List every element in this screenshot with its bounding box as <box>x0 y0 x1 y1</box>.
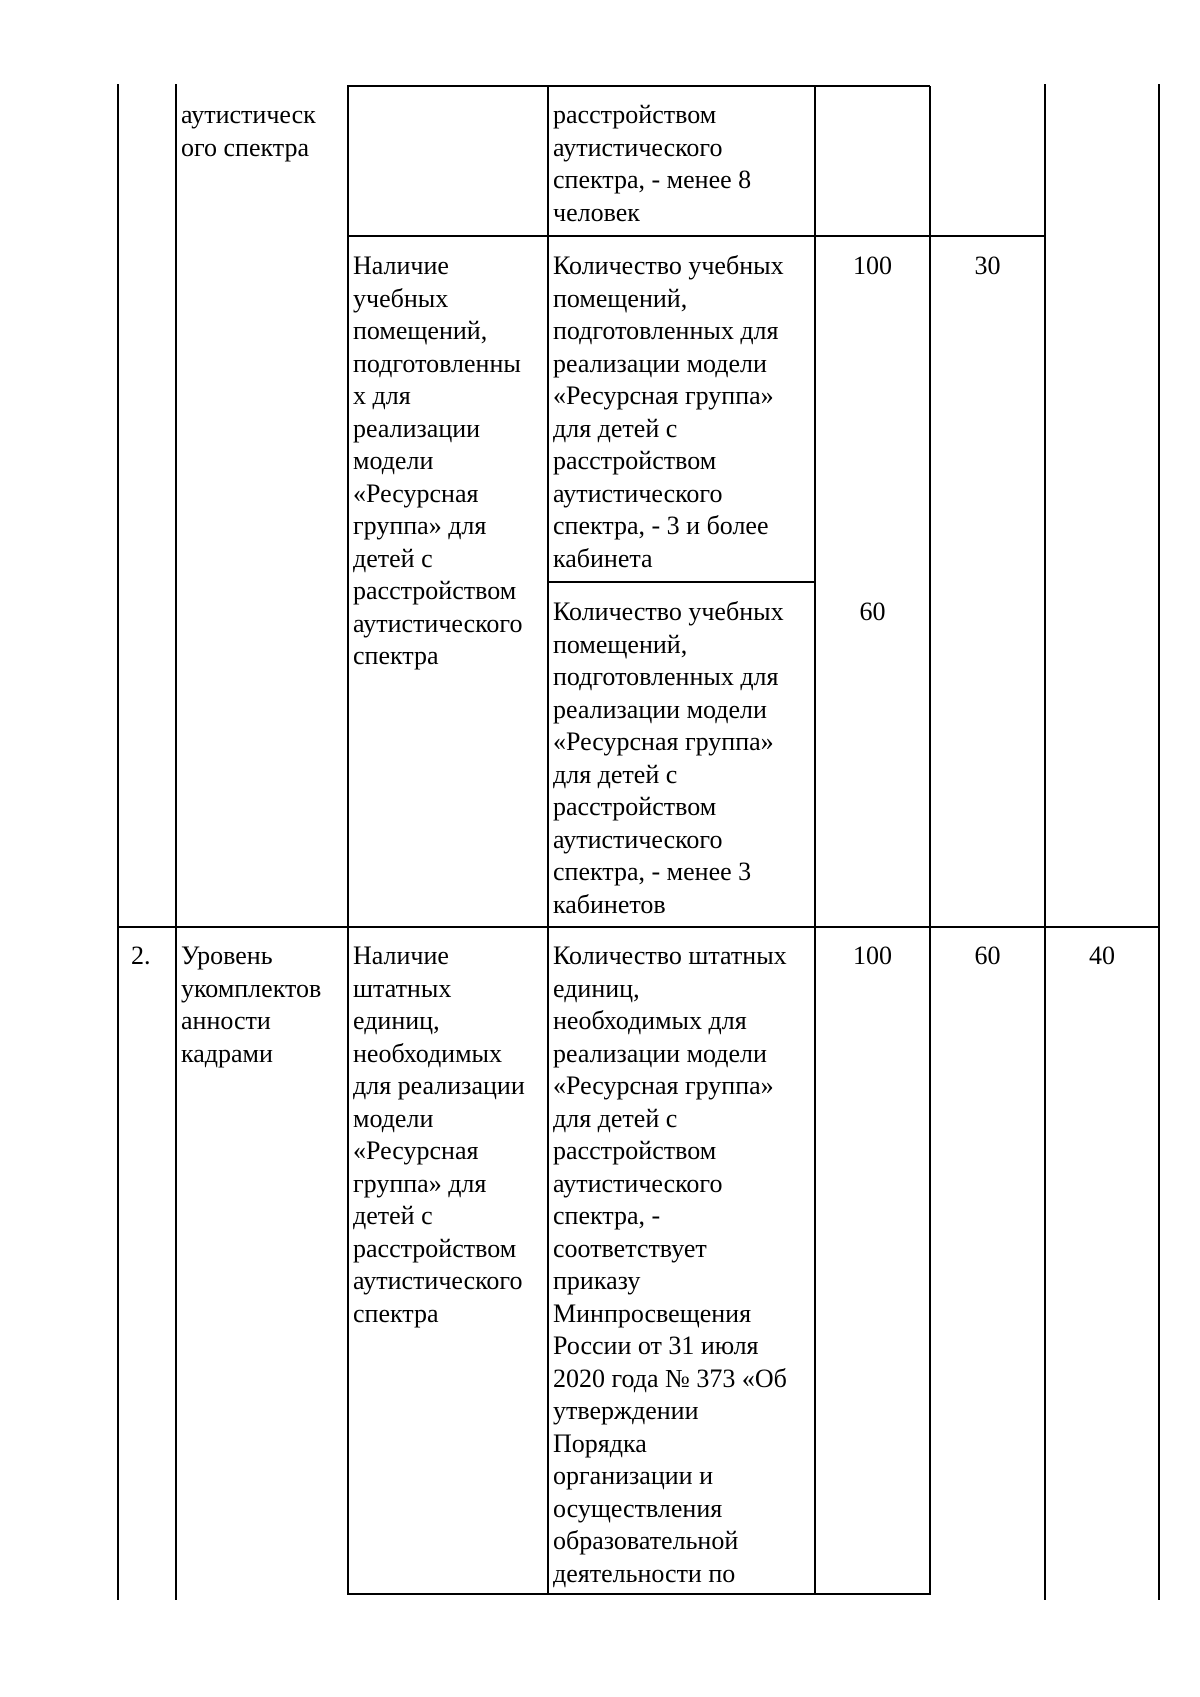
row-divider-2 <box>117 926 1160 928</box>
criterion-continued-cell: аутистическ ого спектра <box>181 100 316 162</box>
table-border-right <box>1158 84 1160 1600</box>
score-rooms-3plus-cell: 100 <box>853 251 892 280</box>
description-rooms-less3-cell: Количество учебных помещений, подготовленных для реализации модели «Ресурсная группа» для детей с расстройством аутистического спектра, - менее 3 кабинетов <box>553 597 784 919</box>
criterion-staffing-cell: Уровень укомплектов анности кадрами <box>181 941 322 1068</box>
score-staffing-cell: 100 <box>853 941 892 970</box>
row-top-border <box>347 85 930 87</box>
column-divider-5 <box>929 86 931 1595</box>
column-divider-1 <box>175 84 177 1600</box>
score-rooms-less3-cell: 60 <box>859 597 886 626</box>
row-divider-sub <box>547 581 816 583</box>
table-border-left <box>117 84 119 1600</box>
row-number-cell: 2. <box>131 941 151 970</box>
description-rooms-3plus-cell: Количество учебных помещений, подготовленных для реализации модели «Ресурсная группа» для детей с расстройством аутистического спектра, - 3 и более кабинета <box>553 251 784 573</box>
description-continued-cell: расстройством аутистического спектра, - менее 8 человек <box>553 100 752 227</box>
column-divider-2 <box>347 86 349 1595</box>
description-staffing-cell: Количество штатных единиц, необходимых для реализации модели «Ресурсная группа» для детей с расстройством аутистического спектра, - соответствует приказу Минпросвещения России от 31 июля 2020 года № 373 «Об утверждении Порядка организации и осуществления образовательной деятельности по <box>553 941 787 1588</box>
indicator-rooms-cell: Наличие учебных помещений, подготовленны х для реализации модели «Ресурсная группа» для детей с расстройством аутистического спектра <box>353 251 523 670</box>
max-staffing-cell: 40 <box>1089 941 1115 970</box>
column-divider-3 <box>547 86 549 1595</box>
row-divider-1 <box>347 235 1045 237</box>
column-divider-6 <box>1044 84 1046 1600</box>
column-divider-4 <box>814 86 816 1595</box>
weight-staffing-cell: 60 <box>974 941 1001 970</box>
row-bottom-border <box>347 1593 930 1595</box>
indicator-staffing-cell: Наличие штатных единиц, необходимых для реализации модели «Ресурсная группа» для детей с расстройством аутистического спектра <box>353 941 525 1328</box>
weight-rooms-cell: 30 <box>974 251 1001 280</box>
